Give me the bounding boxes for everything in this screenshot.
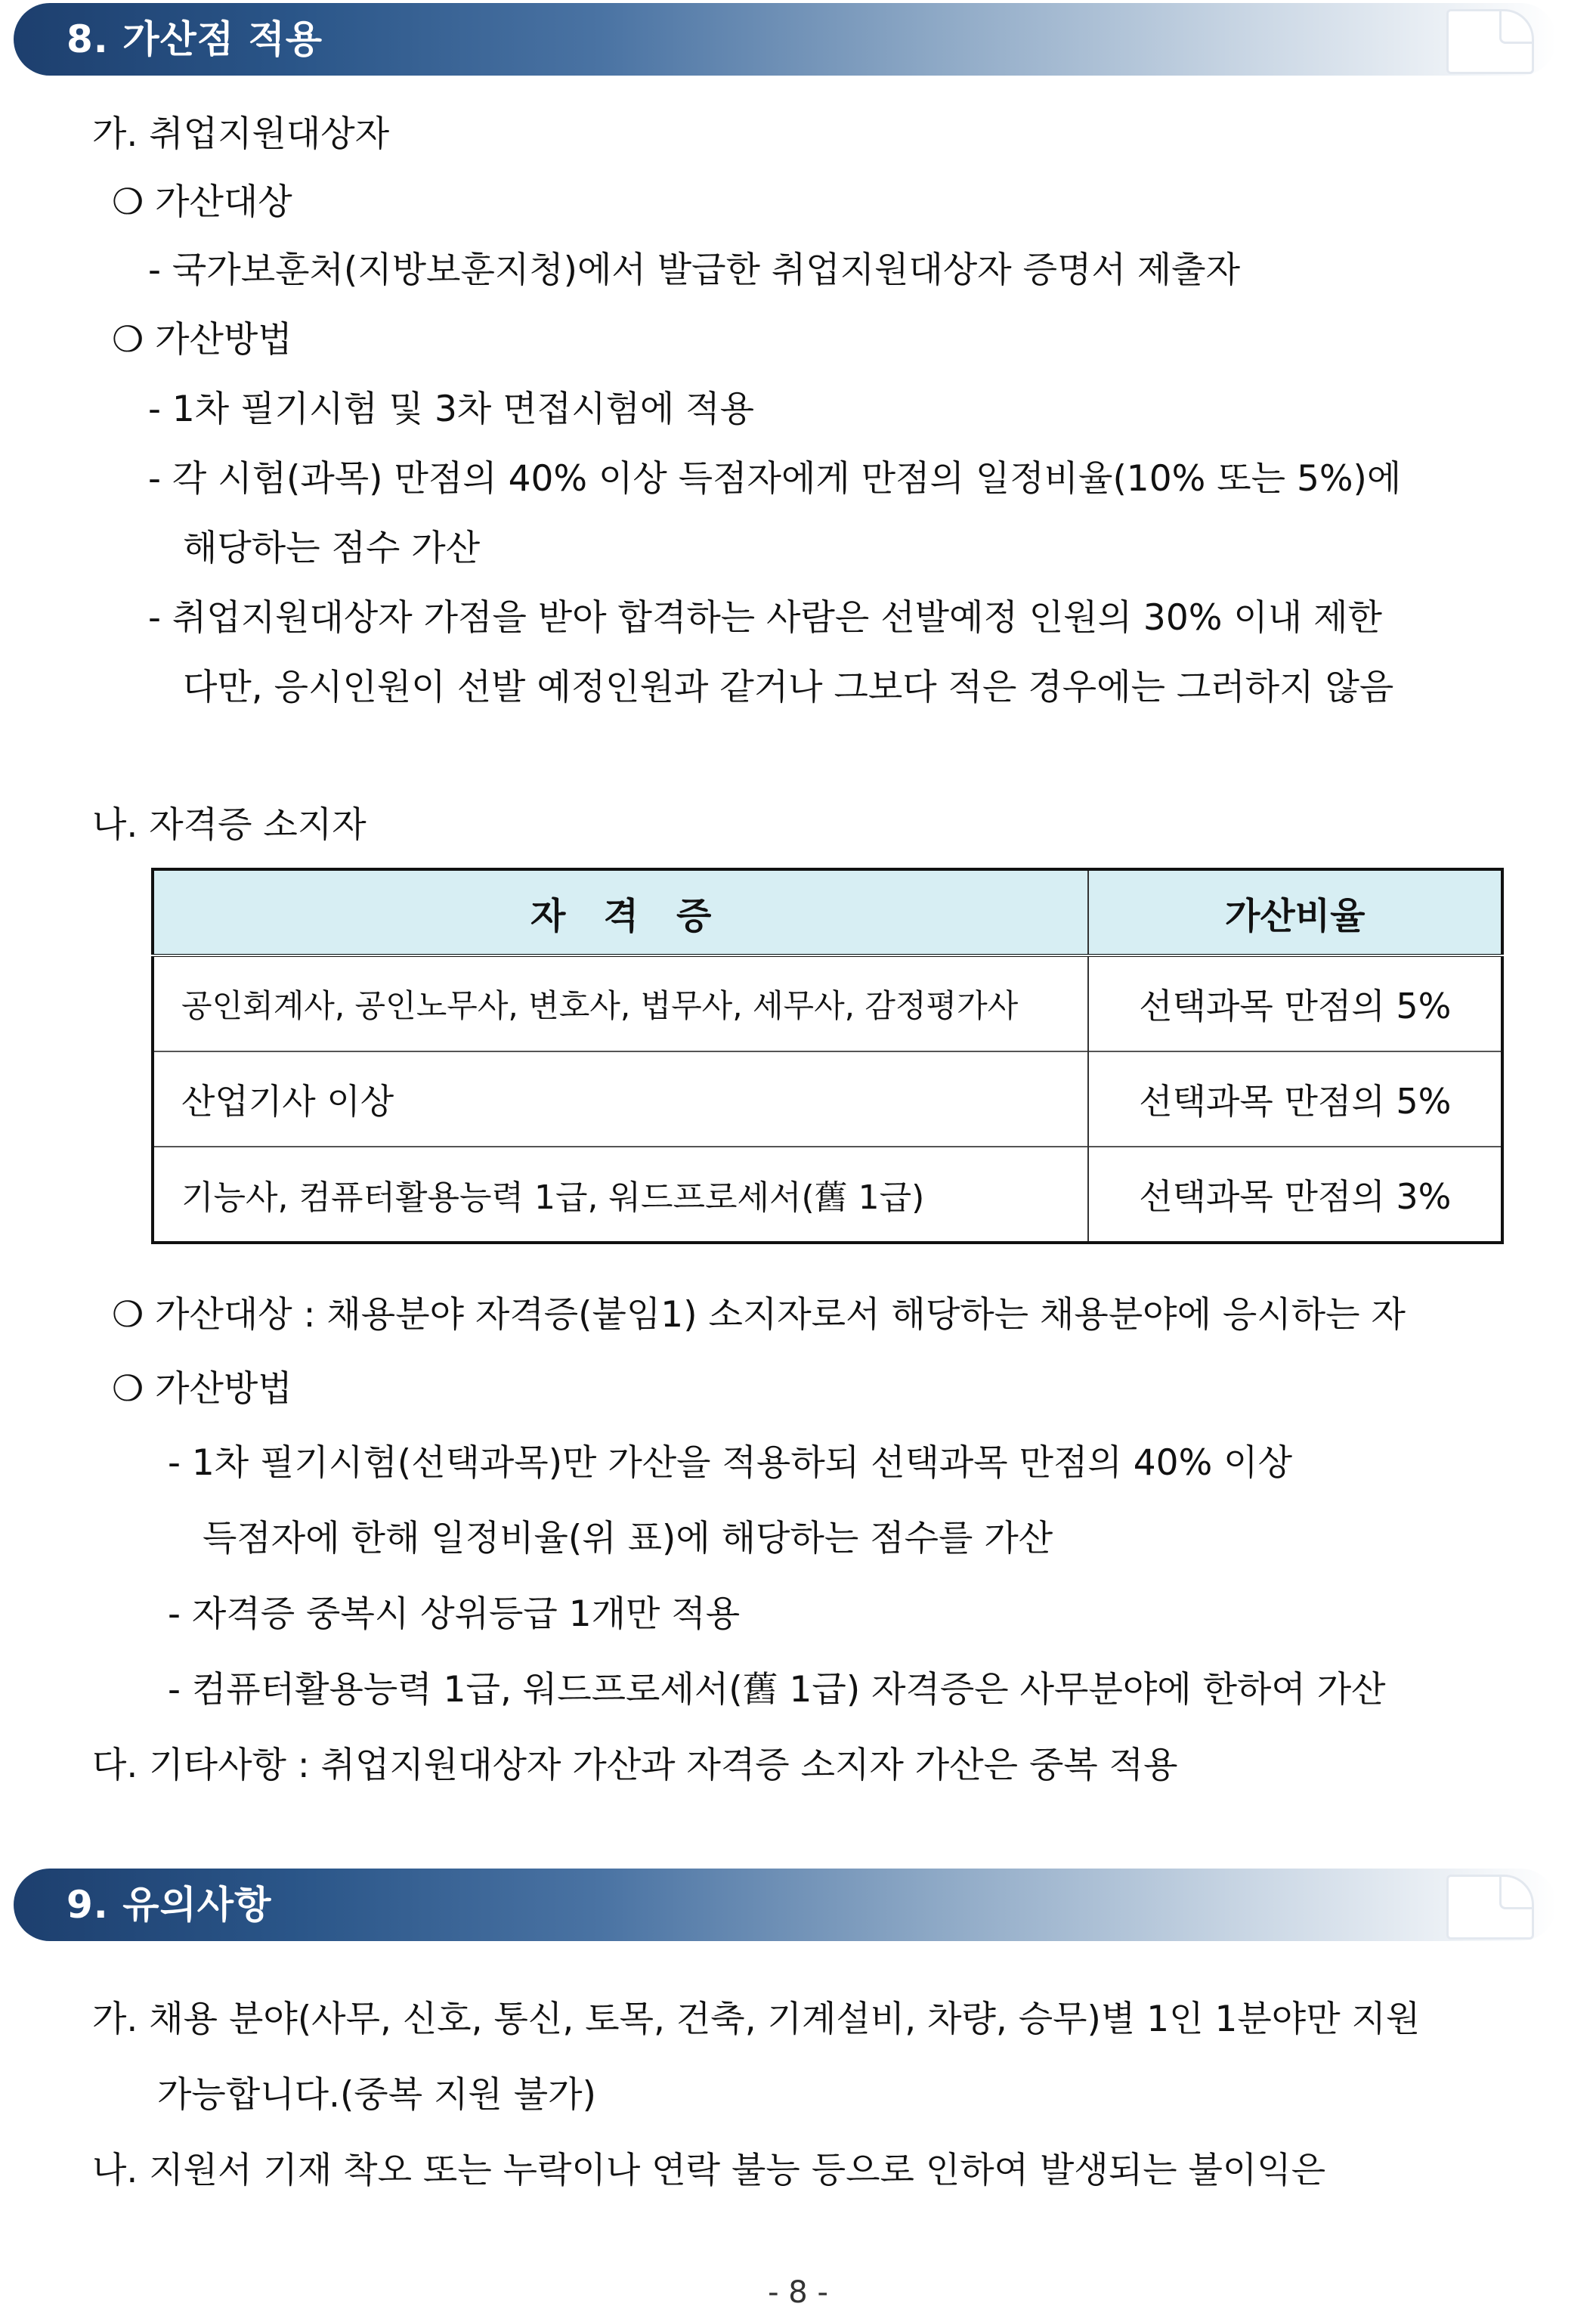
- bullet-target-heading: ❍ 가산대상: [112, 181, 292, 223]
- bullet-method-heading: ❍ 가산방법: [112, 319, 292, 361]
- header-certificate: 자 격 증: [153, 869, 1088, 955]
- cell-certificate: 산업기사 이상: [153, 1051, 1088, 1147]
- header-ratio: 가산비율: [1088, 869, 1502, 955]
- corner-decoration: [1446, 9, 1534, 74]
- cell-certificate: 공인회계사, 공인노무사, 변호사, 법무사, 세무사, 감정평가사: [153, 955, 1088, 1051]
- subsection-b-heading: 나. 자격증 소지자: [92, 804, 367, 846]
- method-item-2: - 각 시험(과목) 만점의 40% 이상 득점자에게 만점의 일정비율(10% 또는 5%)에: [148, 458, 1402, 500]
- cell-ratio: 선택과목 만점의 5%: [1088, 1051, 1502, 1147]
- table-row: [153, 955, 1502, 1051]
- method-item-3-cont: 다만, 응시인원이 선발 예정인원과 같거나 그보다 적은 경우에는 그러하지 않음: [183, 667, 1394, 708]
- method-b-item-1-cont: 득점자에 한해 일정비율(위 표)에 해당하는 점수를 가산: [203, 1518, 1053, 1559]
- table-row: [153, 1147, 1502, 1243]
- section-8-header: [14, 3, 1557, 76]
- section-9-title: 9. 유의사항: [66, 1883, 272, 1927]
- page-number: - 8 -: [768, 2275, 828, 2310]
- bullet-method-heading-b: ❍ 가산방법: [112, 1368, 292, 1410]
- method-item-3: - 취업지원대상자 가점을 받아 합격하는 사람은 선발예정 인원의 30% 이내 제한: [148, 597, 1382, 639]
- method-b-item-3: - 컴퓨터활용능력 1급, 워드프로세서(舊 1급) 자격증은 사무분야에 한하여 가산: [168, 1669, 1386, 1711]
- corner-decoration: [1446, 1875, 1534, 1940]
- cell-certificate: 기능사, 컴퓨터활용능력 1급, 워드프로세서(舊 1급): [153, 1147, 1088, 1243]
- section-8-title: 8. 가산점 적용: [66, 17, 323, 61]
- method-b-item-2: - 자격증 중복시 상위등급 1개만 적용: [168, 1593, 741, 1635]
- bullet-target-b: ❍ 가산대상 : 채용분야 자격증(붙임1) 소지자로서 해당하는 채용분야에 응시하는 자: [112, 1294, 1406, 1336]
- subsection-c: 다. 기타사항 : 취업지원대상자 가산과 자격증 소지자 가산은 중복 적용: [92, 1745, 1178, 1786]
- table-header-row: [153, 869, 1502, 955]
- subsection-a-heading: 가. 취업지원대상자: [92, 113, 390, 155]
- method-item-2-cont: 해당하는 점수 가산: [183, 528, 481, 569]
- cell-ratio: 선택과목 만점의 5%: [1088, 955, 1502, 1051]
- cell-ratio: 선택과목 만점의 3%: [1088, 1147, 1502, 1243]
- target-item: - 국가보훈처(지방보훈지청)에서 발급한 취업지원대상자 증명서 제출자: [148, 249, 1240, 291]
- certificate-table: [151, 868, 1504, 1244]
- section-9-header: [14, 1869, 1557, 1941]
- method-b-item-1: - 1차 필기시험(선택과목)만 가산을 적용하되 선택과목 만점의 40% 이상: [168, 1442, 1292, 1484]
- notice-a-cont: 가능합니다.(중복 지원 불가): [157, 2074, 596, 2116]
- notice-b: 나. 지원서 기재 착오 또는 누락이나 연락 불능 등으로 인하여 발생되는 불이익은: [92, 2150, 1326, 2191]
- notice-a: 가. 채용 분야(사무, 신호, 통신, 토목, 건축, 기계설비, 차량, 승무)별 1인 1분야만 지원: [92, 1999, 1421, 2040]
- table-row: [153, 1051, 1502, 1147]
- method-item-1: - 1차 필기시험 및 3차 면접시험에 적용: [148, 389, 755, 430]
